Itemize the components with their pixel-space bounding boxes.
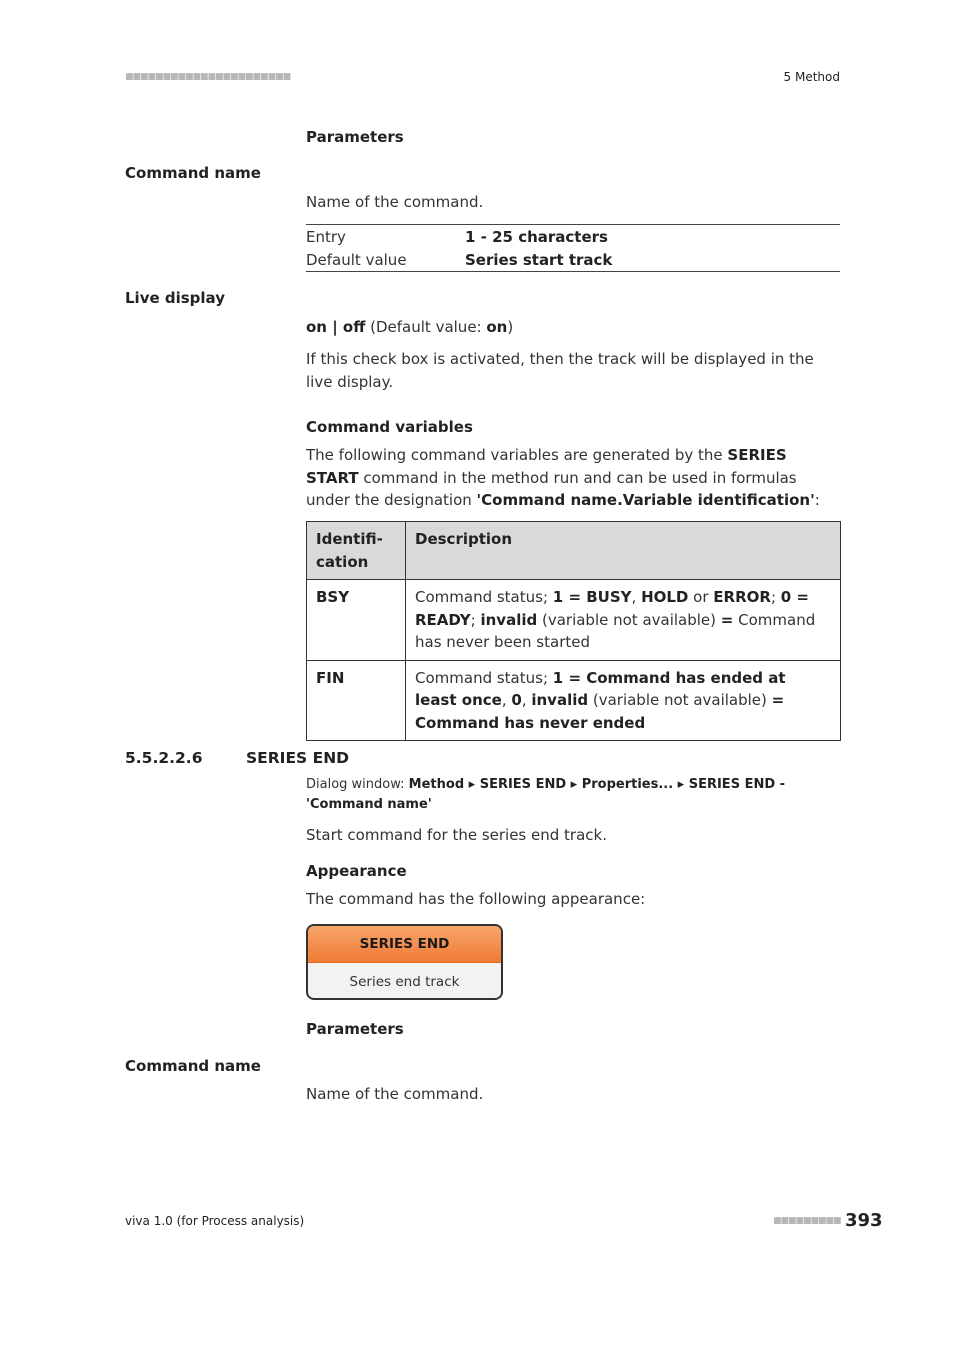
parameters-heading-2: Parameters xyxy=(306,1020,404,1038)
header-decoration: ■■■■■■■■■■■■■■■■■■■■■■ xyxy=(125,72,291,82)
table-row xyxy=(306,248,840,272)
variable-id-bsy: BSY xyxy=(307,580,406,661)
series-end-desc: Start command for the series end track. xyxy=(306,826,607,844)
live-display-default-value: on xyxy=(486,318,508,336)
live-display-options-text: on | off xyxy=(306,318,366,336)
dialog-path xyxy=(306,775,840,815)
parameters-heading: Parameters xyxy=(306,128,404,146)
command-name-label: Command name xyxy=(125,164,261,182)
command-variables-desc xyxy=(306,444,836,512)
dialog-prefix: Dialog window: xyxy=(306,777,409,792)
table-row xyxy=(307,580,841,661)
footer-decoration: ■■■■■■■■■ xyxy=(773,1216,841,1226)
column-header-identification: Identifi- cation xyxy=(307,522,406,580)
widget-subtitle: Series end track xyxy=(349,974,460,990)
command-name-desc-2: Name of the command. xyxy=(306,1085,484,1103)
column-header-description: Description xyxy=(406,522,841,580)
variable-id-fin: FIN xyxy=(307,660,406,741)
command-variables-heading: Command variables xyxy=(306,418,473,436)
chapter-title: 5 Method xyxy=(783,70,840,84)
table-row xyxy=(307,660,841,741)
live-display-desc: If this check box is activated, then the track will be displayed in the live display. xyxy=(306,350,814,391)
live-display-options xyxy=(306,316,840,339)
cv-text-bold-1: SERIES START xyxy=(306,446,787,487)
table-header-row xyxy=(307,522,841,580)
variable-desc-bsy: Command status; 1 = BUSY, HOLD or ERROR; 0 = READY; invalid (variable not available) = Command has never been started xyxy=(406,580,841,661)
widget-title: SERIES END xyxy=(308,926,501,963)
live-display-label: Live display xyxy=(125,289,225,307)
footer-product: viva 1.0 (for Process analysis) xyxy=(125,1214,305,1228)
dialog-path-text: Method ▸ SERIES END ▸ Properties... ▸ SERIES END - 'Command name' xyxy=(306,777,786,812)
table-row xyxy=(306,225,840,249)
variable-desc-fin: Command status; 1 = Command has ended at least once, 0, invalid (variable not available) = Command has never ended xyxy=(406,660,841,741)
live-display-default-prefix: (Default value: xyxy=(365,318,487,336)
cv-text-2: command in the method run and can be used in formulas under the designation xyxy=(306,468,797,509)
command-name-desc: Name of the command. xyxy=(306,193,484,211)
cv-text-3: : xyxy=(814,491,820,509)
cv-text-1: The following command variables are generated by the xyxy=(306,446,728,464)
page-number: 393 xyxy=(845,1210,883,1231)
section-number: 5.5.2.2.6 xyxy=(125,749,203,767)
entry-value: 1 - 25 characters xyxy=(465,227,608,246)
live-display-default-suffix: ) xyxy=(507,318,514,336)
series-end-command-widget xyxy=(306,924,503,1000)
command-name-table xyxy=(306,224,840,272)
default-value: Series start track xyxy=(465,250,613,269)
default-key: Default value xyxy=(306,250,407,269)
entry-key: Entry xyxy=(306,227,346,246)
appearance-heading: Appearance xyxy=(306,862,407,880)
command-name-label-2: Command name xyxy=(125,1057,261,1075)
section-title: SERIES END xyxy=(246,749,350,767)
command-variables-table xyxy=(306,521,841,741)
appearance-desc: The command has the following appearance: xyxy=(306,890,646,908)
cv-text-bold-2: 'Command name.Variable identification' xyxy=(476,491,815,509)
